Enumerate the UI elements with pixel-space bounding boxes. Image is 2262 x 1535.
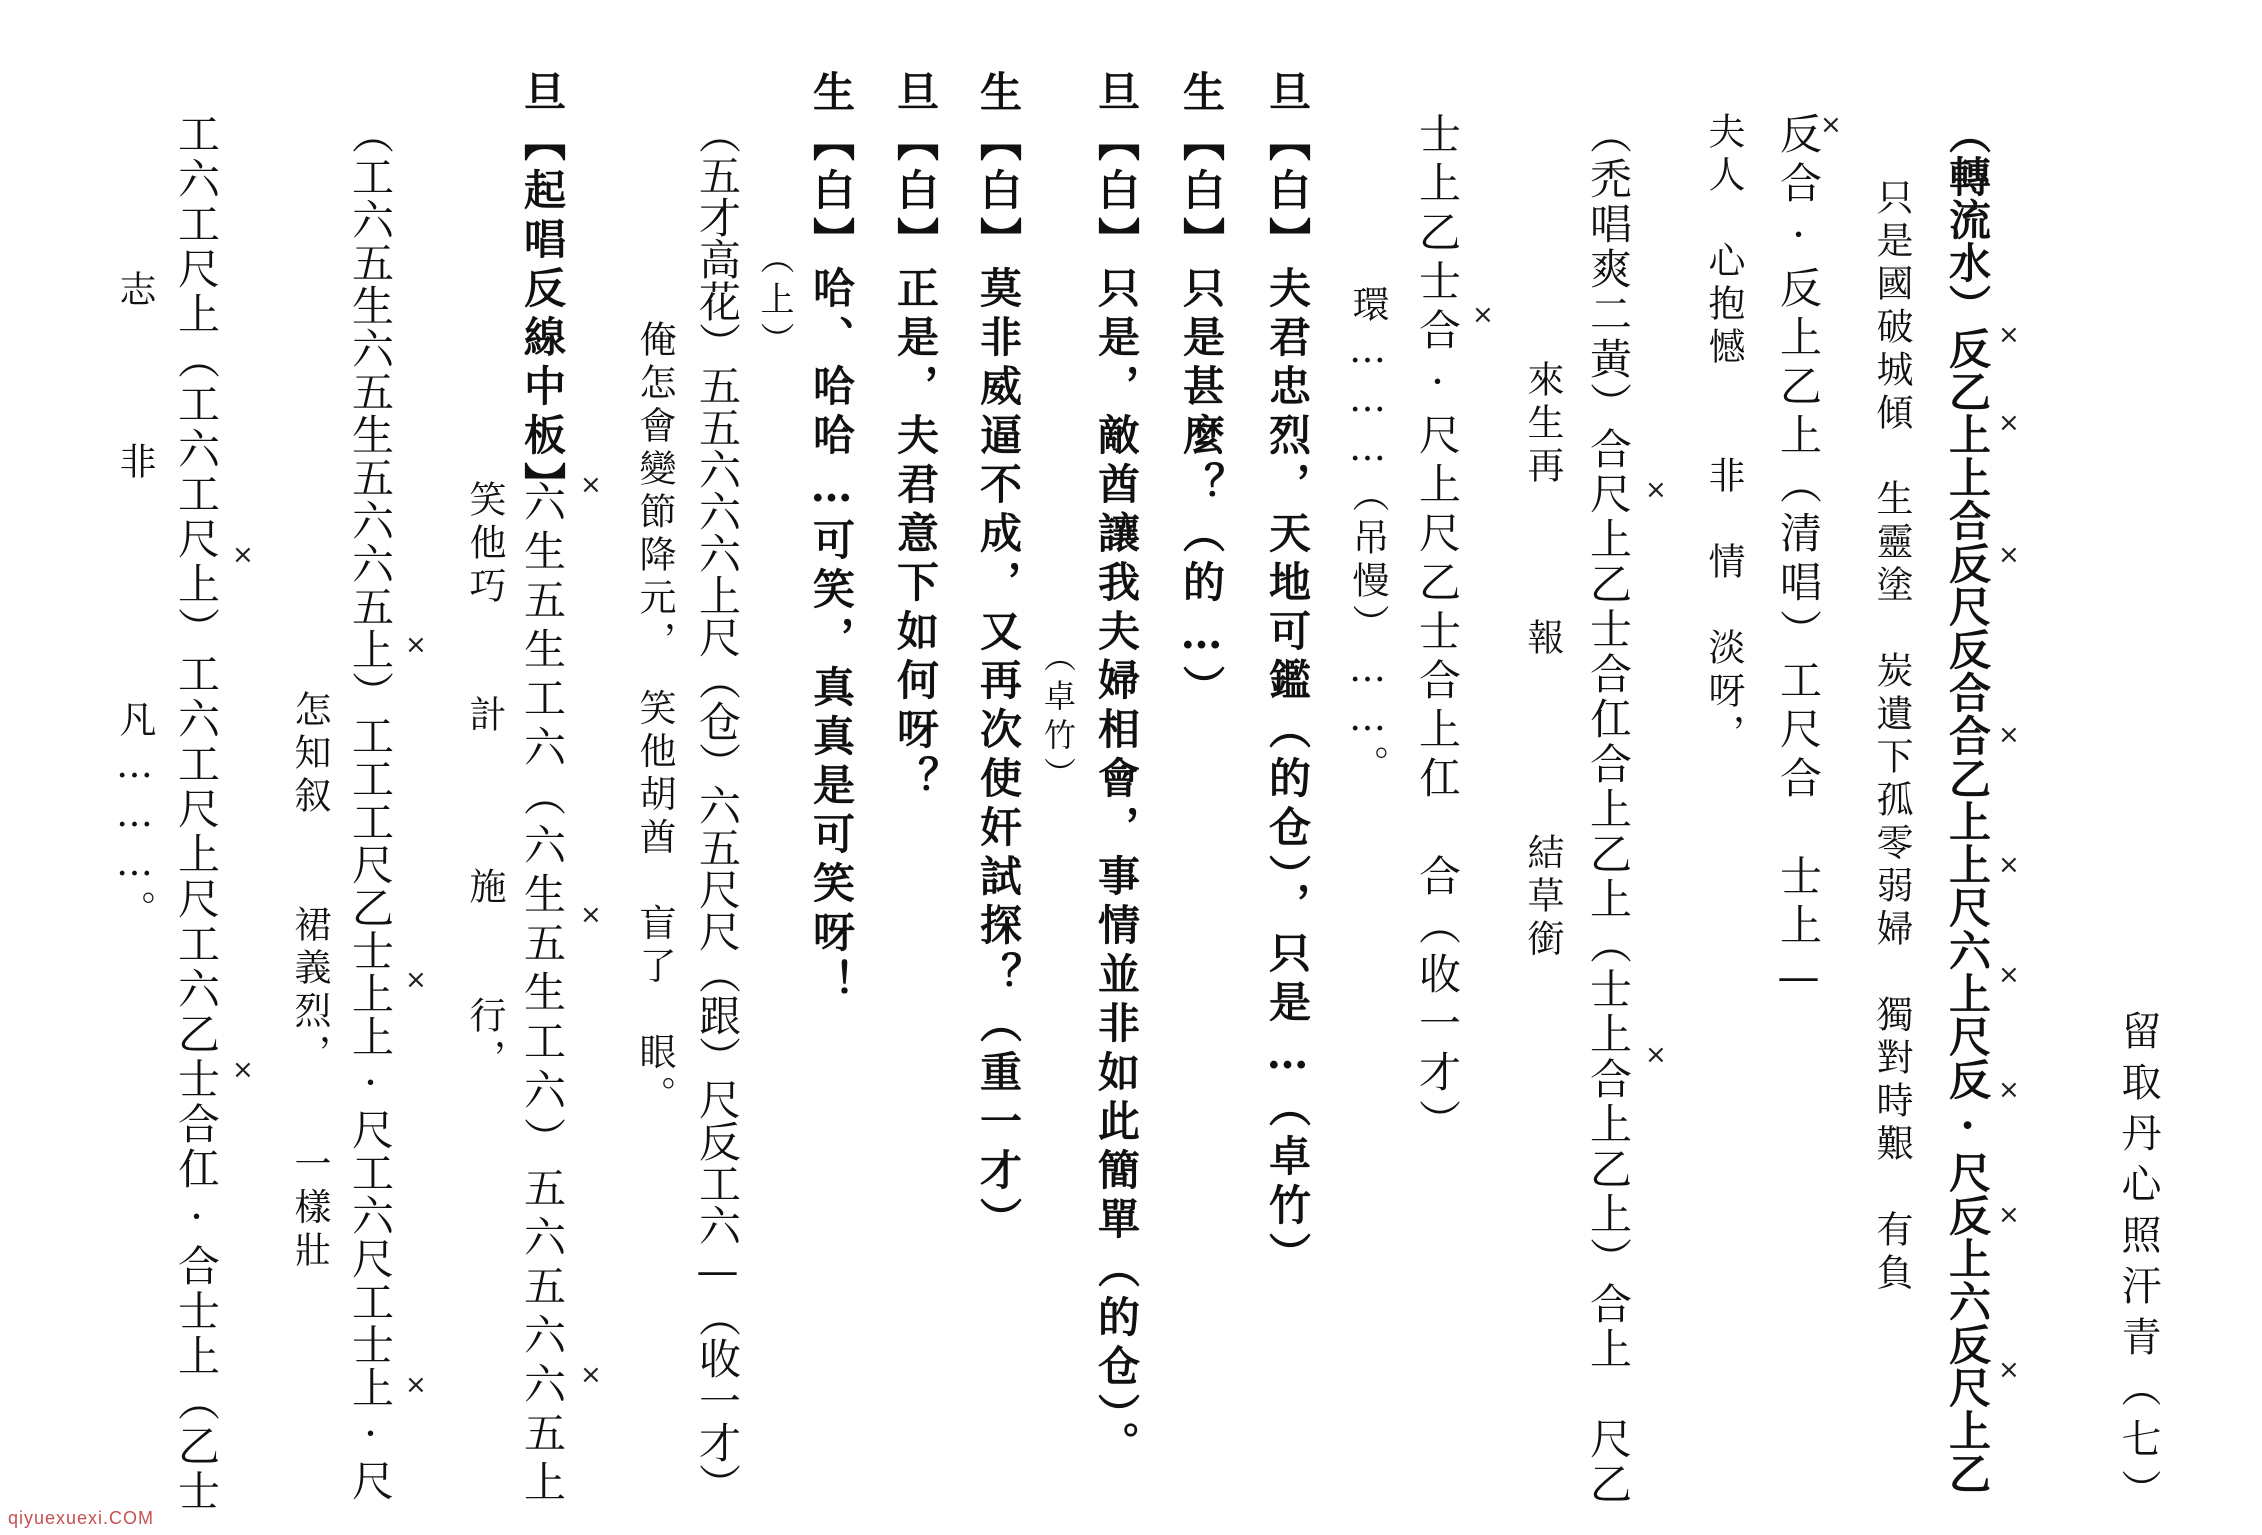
beat-mark-icon: × bbox=[1645, 475, 1667, 505]
beat-mark-icon: × bbox=[1998, 720, 2020, 750]
beat-mark-icon: × bbox=[1998, 960, 2020, 990]
lyric-column: 夫人 心抱憾 非 情 淡呀， bbox=[1702, 112, 1745, 757]
dialogue-column: 旦【白】夫君忠烈，天地可鑑（的仓），只是…（卓竹） bbox=[1263, 70, 1312, 1281]
beat-mark-icon: × bbox=[1820, 110, 1842, 140]
beat-mark-icon: × bbox=[580, 470, 602, 500]
notation-column: 六生五生工六（六生五生工六）五六五六六五上 bbox=[518, 480, 567, 1509]
beat-mark-icon: × bbox=[1472, 300, 1494, 330]
dialogue-column: 旦【起唱反線中板】 bbox=[518, 70, 567, 511]
dialogue-note: （上） bbox=[754, 240, 794, 363]
beat-mark-icon: × bbox=[232, 540, 254, 570]
beat-mark-icon: × bbox=[1998, 850, 2020, 880]
beat-mark-icon: × bbox=[405, 965, 427, 995]
dialogue-column: 生【白】哈、哈哈…可笑，真真是可笑呀！ bbox=[807, 70, 856, 1008]
beat-mark-icon: × bbox=[1998, 1355, 2020, 1385]
lyric-column: 志 非 凡………。 bbox=[113, 270, 156, 933]
lyric-column: 只是國破城傾 生靈塗 炭遺下孤零弱婦 獨對時艱 有負 bbox=[1870, 178, 1913, 1296]
beat-mark-icon: × bbox=[1998, 408, 2020, 438]
beat-mark-icon: × bbox=[1998, 320, 2020, 350]
notation-column: （轉流水）反乙上上合反尺反合合乙上上尺六上尺反·尺反上六反尺上乙 bbox=[1943, 112, 1992, 1495]
dialogue-column: 旦【白】正是，夫君意下如何呀？ bbox=[891, 70, 940, 805]
notation-column: （工六五生六五生五六六五上）工工工尺乙士上上·尺工六尺工士上·尺 bbox=[346, 112, 395, 1502]
beat-mark-icon: × bbox=[1645, 1040, 1667, 1070]
beat-mark-icon: × bbox=[1998, 540, 2020, 570]
beat-mark-icon: × bbox=[405, 630, 427, 660]
lyric-column: 笑他巧 計 施 行， bbox=[463, 480, 506, 1082]
lyric-column: 怎知叙 裙義烈， 一樣壯 bbox=[288, 690, 331, 1274]
notation-column: 士上乙士合·尺上尺乙士合上仜 合（收一才） bbox=[1413, 112, 1462, 1148]
notation-column: （五才高花）五五六六六上尺（仓）六五尺尺（跟）尺反工六—（收一才） bbox=[693, 112, 742, 1505]
beat-mark-icon: × bbox=[580, 900, 602, 930]
notation-column: 工六工尺上（工六工尺上）工六工尺上尺工六乙士合仜·合士上（乙士 bbox=[172, 112, 221, 1514]
beat-mark-icon: × bbox=[1998, 1075, 2020, 1105]
beat-mark-icon: × bbox=[232, 1055, 254, 1085]
dialogue-column: 旦【白】只是，敵酋讓我夫婦相會，事情並非如此簡單（的仓）。 bbox=[1092, 70, 1141, 1470]
beat-mark-icon: × bbox=[580, 1360, 602, 1390]
dialogue-column: 生【白】只是甚麼？（的…） bbox=[1177, 70, 1226, 714]
beat-mark-icon: × bbox=[405, 1370, 427, 1400]
dialogue-column: 生【白】莫非威逼不成，又再次使奸試探？（重一才） bbox=[974, 70, 1023, 1246]
lyric-column: 俺怎會變節降元， 笑他胡酋 盲了 眼。 bbox=[633, 320, 676, 1119]
watermark: qiyuexuexi.COM bbox=[8, 1508, 155, 1528]
beat-mark-icon: × bbox=[1998, 1200, 2020, 1230]
page-title: 留取丹心照汗青（七） bbox=[2115, 1010, 2161, 1520]
lyric-column: 環………（吊慢）……。 bbox=[1346, 285, 1389, 788]
notation-column: （禿唱爽二黃）合尺上乙士合仜合上乙上（士上合上乙上）合上 尺乙 bbox=[1584, 112, 1633, 1507]
lyric-column: 來生再 報 結草銜 bbox=[1521, 360, 1564, 962]
notation-column: 反合·反上乙上（清唱）工尺合 士上— bbox=[1774, 112, 1823, 1008]
dialogue-note: （卓竹） bbox=[1039, 640, 1077, 796]
